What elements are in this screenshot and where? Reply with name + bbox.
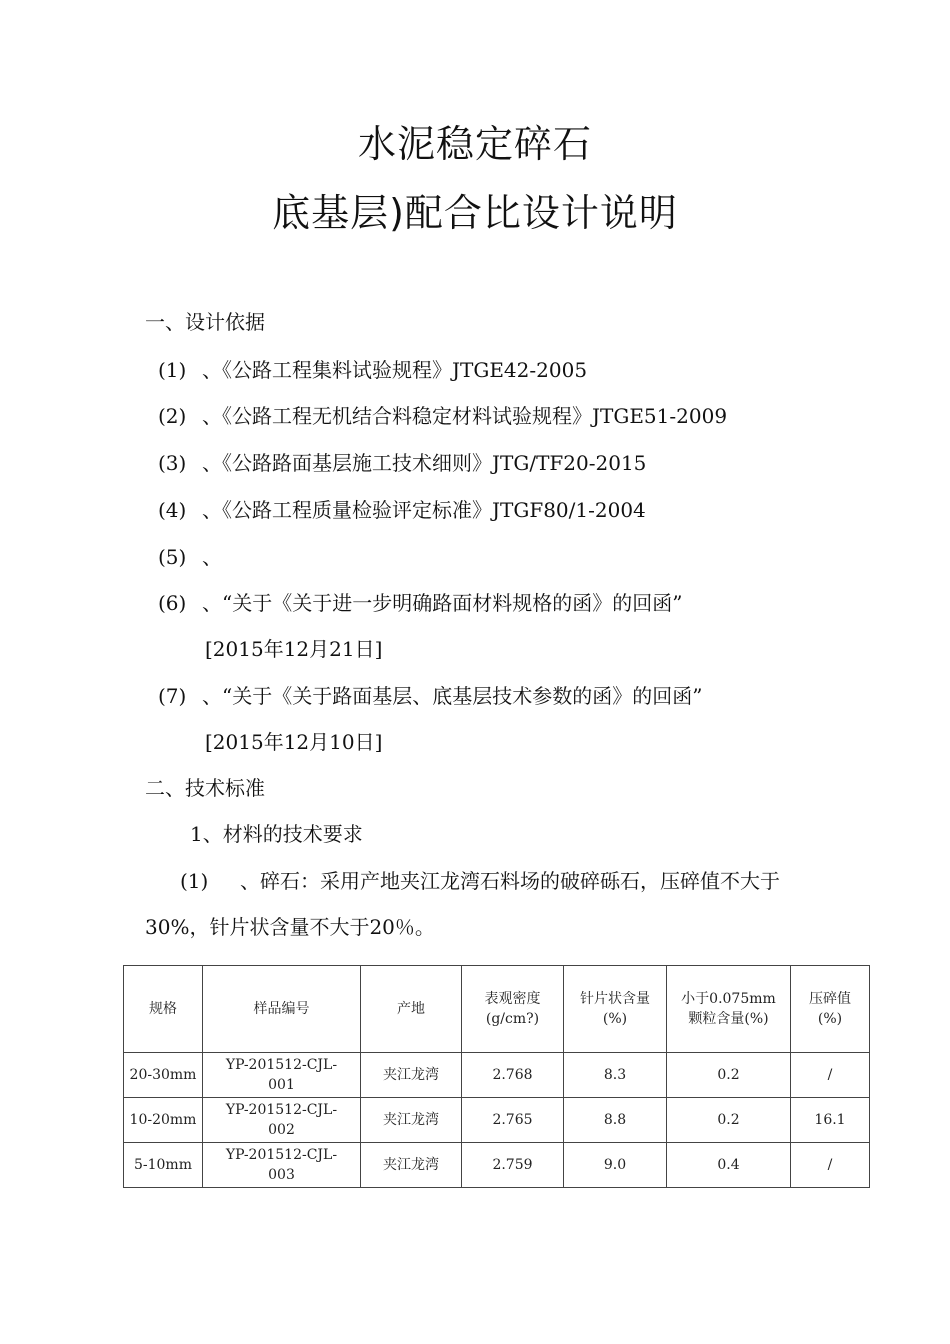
subsection-heading: 1、材料的技术要求 [190,822,363,846]
cell-crush-value: 16.1 [791,1098,870,1143]
cell-origin: 夹江龙湾 [361,1098,462,1143]
header-origin: 产地 [361,966,462,1053]
header-density: 表观密度 (g/cm?) [462,966,564,1053]
cell-density: 2.759 [462,1143,564,1188]
table-row [124,1053,870,1098]
paragraph-line-1 [180,865,780,894]
document-title-line2: 底基层)配合比设计说明 [272,191,678,235]
header-sample-id: 样品编号 [203,966,361,1053]
reference-num: (4) [158,498,187,522]
cell-sample-id: YP-201512-CJL- 003 [203,1143,361,1188]
reference-num: (2) [158,404,187,428]
reference-text: 、《公路路面基层施工技术细则》JTG/TF20-2015 [202,451,647,475]
cell-sample-id: YP-201512-CJL- 002 [203,1098,361,1143]
cell-flakiness: 8.3 [564,1053,667,1098]
header-fines: 小于0.075mm 颗粒含量(%) [667,966,791,1053]
cell-flakiness: 8.8 [564,1098,667,1143]
document-title-line1: 水泥稳定碎石 [357,122,592,166]
cell-spec: 5-10mm [124,1143,203,1188]
paragraph-text-1: 、碎石：采用产地夹江龙湾石料场的破碎砾石，压碎值不大于 [240,869,780,893]
reference-item-7 [158,680,702,709]
reference-date-7: [2015年12月10日] [205,730,383,754]
reference-num: (5) [158,545,187,569]
cell-spec: 20-30mm [124,1053,203,1098]
reference-text: 、 [202,545,222,569]
reference-item-3 [158,447,646,476]
header-spec: 规格 [124,966,203,1053]
cell-spec: 10-20mm [124,1098,203,1143]
header-crush-value: 压碎值 (%) [791,966,870,1053]
cell-density: 2.765 [462,1098,564,1143]
cell-fines: 0.4 [667,1143,791,1188]
header-flakiness: 针片状含量 (%) [564,966,667,1053]
reference-item-1 [158,354,587,383]
reference-text: 、《公路工程质量检验评定标准》JTGF80/1-2004 [202,498,646,522]
reference-text: 、“关于《关于路面基层、底基层技术参数的函》的回函” [202,684,703,708]
paragraph-num: (1) [180,869,209,893]
paragraph-line-2: 30%，针片状含量不大于20％。 [145,915,435,939]
cell-density: 2.768 [462,1053,564,1098]
cell-flakiness: 9.0 [564,1143,667,1188]
table-header-row [124,966,870,1053]
reference-num: (7) [158,684,187,708]
reference-num: (1) [158,358,187,382]
cell-origin: 夹江龙湾 [361,1053,462,1098]
cell-fines: 0.2 [667,1098,791,1143]
table-row [124,1143,870,1188]
cell-crush-value: / [791,1053,870,1098]
cell-crush-value: / [791,1143,870,1188]
cell-sample-id: YP-201512-CJL- 001 [203,1053,361,1098]
reference-num: (3) [158,451,187,475]
section2-heading: 二、技术标准 [145,776,265,800]
aggregate-spec-table [123,965,870,1188]
cell-origin: 夹江龙湾 [361,1143,462,1188]
reference-item-5 [158,541,222,570]
table-row [124,1098,870,1143]
reference-item-6 [158,587,682,616]
reference-item-2 [158,400,727,429]
reference-text: 、《公路工程无机结合料稳定材料试验规程》JTGE51-2009 [202,404,728,428]
section1-heading: 一、设计依据 [145,310,265,334]
reference-text: 、“关于《关于进一步明确路面材料规格的函》的回函” [202,591,683,615]
reference-num: (6) [158,591,187,615]
cell-fines: 0.2 [667,1053,791,1098]
reference-date-6: [2015年12月21日] [205,637,383,661]
reference-item-4 [158,494,646,523]
reference-text: 、《公路工程集料试验规程》JTGE42-2005 [202,358,588,382]
